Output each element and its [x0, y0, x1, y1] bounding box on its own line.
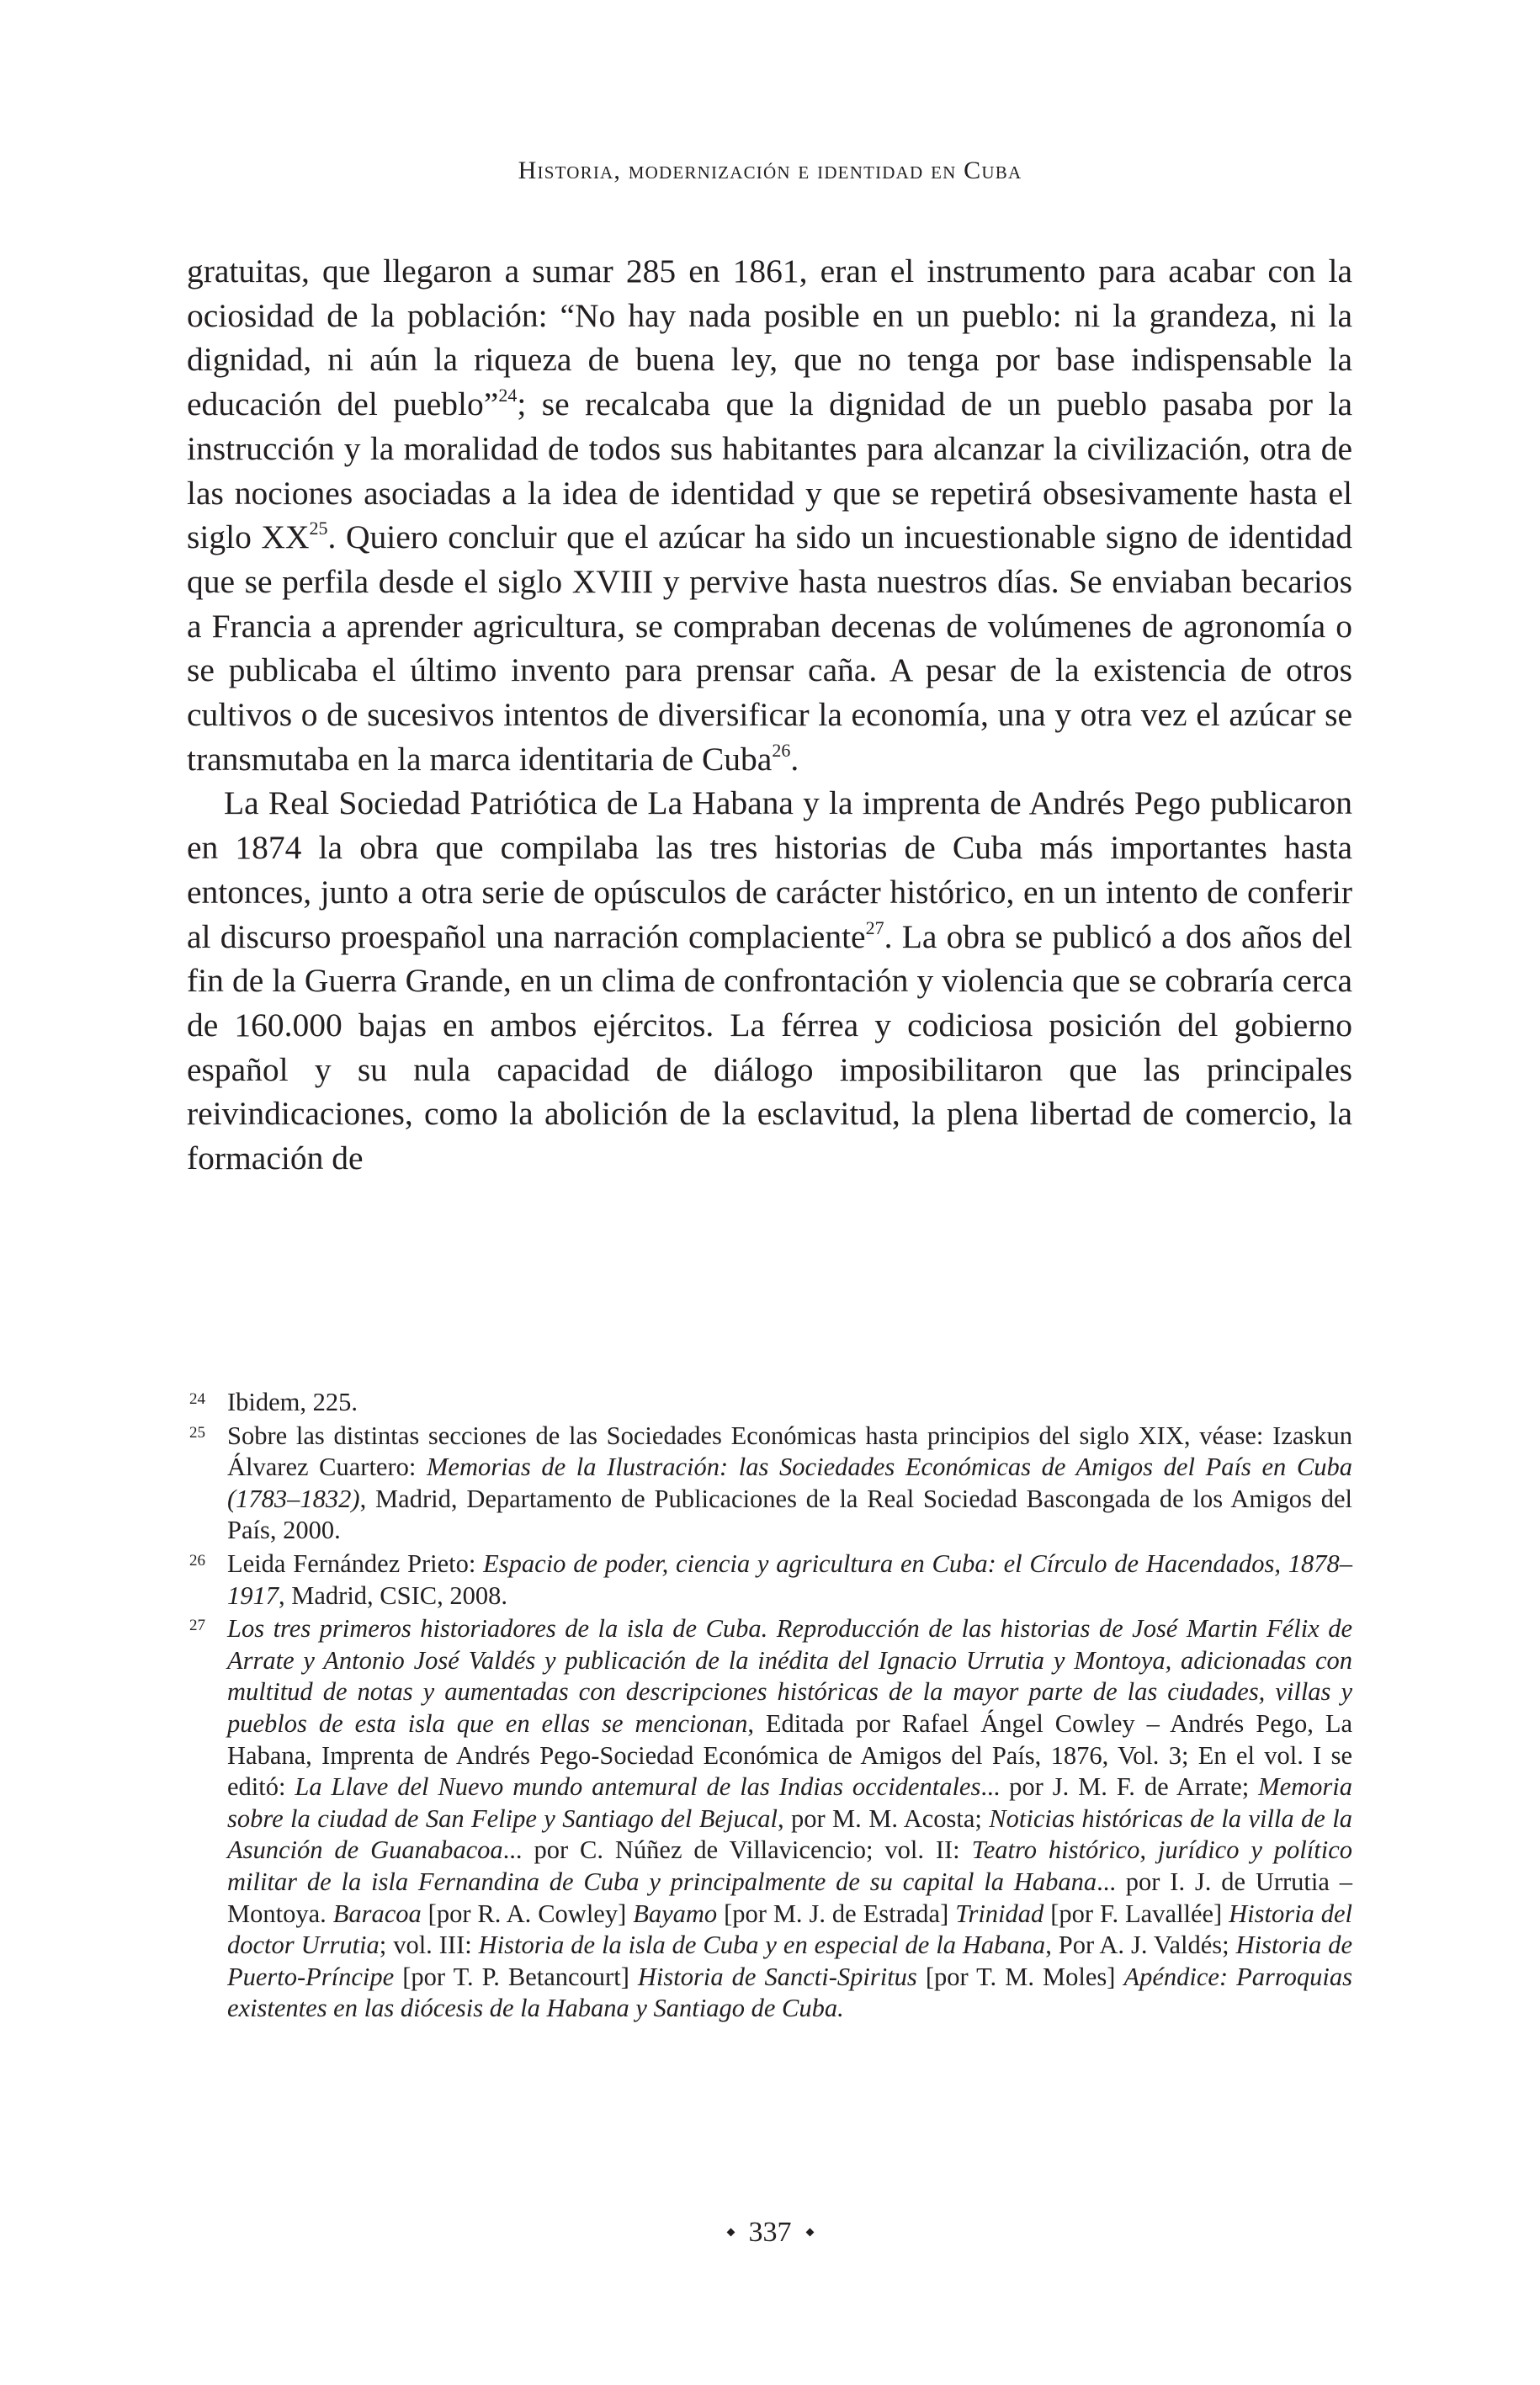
italic-title: Apéndice: Parroquias existentes en las diócesis de la Habana y Santiago de Cuba. — [227, 1962, 1352, 2023]
footnote-reference[interactable]: 26 — [772, 739, 791, 761]
running-head: Historia, modernización e identidad en Cuba — [518, 157, 1022, 184]
paragraph: La Real Sociedad Patriótica de La Habana y la imprenta de Andrés Pego publicaron en 1874 la obra que compilaba las tres historias de Cuba más importantes hasta entonces, junto a otra serie de opúsculos de carácter histórico, en un intento de conferir al discurso proespañol una narración complaciente$^{27}$. La obra se publicó a dos años del fin de la Guerra Grande, en un clima de confrontación y violencia que se cobraría cerca de 160.000 bajas en ambos ejércitos. La férrea y codiciosa posición del gobierno español y su nula capacidad de diálogo imposibilitaron que las principales reivindicaciones, como la abolición de la esclavitud, la plena libertad de comercio, la formación de — [187, 784, 1352, 1177]
footnote-number: 26 — [189, 1551, 205, 1570]
italic-title: Memoria sobre la ciudad de San Felipe y Santiago del Bejucal — [227, 1772, 1352, 1833]
italic-title: Espacio de poder, ciencia y agricultura en Cuba: el Círculo de Hacendados, 1878–1917 — [227, 1548, 1352, 1610]
footnote — [187, 1387, 1352, 1419]
italic-title: Trinidad — [955, 1899, 1044, 1928]
footnotes — [187, 1387, 1352, 2026]
footnote — [187, 1548, 1352, 1612]
page-number — [0, 2217, 1540, 2249]
italic-title: Noticias históricas de la villa de la Asunción de Guanabacoa — [227, 1803, 1352, 1865]
footnote-reference[interactable]: 24 — [498, 385, 518, 406]
italic-title: Historia de Puerto-Príncipe — [227, 1931, 1353, 1991]
italic-title: Historia de la isla de Cuba y en especial de la Habana — [478, 1931, 1046, 1960]
italic-title: La Llave del Nuevo mundo antemural de las Indias occidentales — [295, 1772, 981, 1802]
footnote-number: 27 — [189, 1617, 205, 1635]
italic-title: Baracoa — [332, 1899, 422, 1928]
italic-title: Bayamo — [633, 1899, 718, 1928]
footnote-text: Los tres primeros historiadores de la isla de Cuba. Reproducción de las historias de José Martin Félix de Arrate y Antonio José Valdés y publicación de la inédita del Ignacio Urrutia y Montoya, adicionadas con multitud de notas y aumentadas con descripciones históricas de la mayor parte de las ciudades, villas y pueblos de esta isla que en ellas se mencionan, Editada por Rafael Ángel Cowley – Andrés Pego, La Habana, Imprenta de Andrés Pego-Sociedad Económica de Amigos del País, 1876, Vol. 3; En el vol. I se editó: La Llave del Nuevo mundo antemural de las Indias occidentales... por J. M. F. de Arrate; Memoria sobre la ciudad de San Felipe y Santiago del Bejucal, por M. M. Acosta; Noticias históricas de la villa de la Asunción de Guanabacoa... por C. Núñez de Villavicencio; vol. II: Teatro histórico, jurídico y político militar de la isla Fernandina de Cuba y principalmente de su capital la Habana... por I. J. de Urrutia – Montoya. Baracoa [por R. A. Cowley] Bayamo [por M. J. de Estrada] Trinidad [por F. Lavallée] Historia del doctor Urrutia; vol. III: Historia de la isla de Cuba y en especial de la Habana, Por A. J. Valdés; Historia de Puerto-Príncipe [por T. P. Betancourt] Historia de Sancti-Spiritus [por T. M. Moles] Apéndice: Parroquias existentes en las diócesis de la Habana y Santiago de Cuba. — [227, 1614, 1353, 2023]
footnote-text: Sobre las distintas secciones de las Sociedades Económicas hasta principios del siglo XIX, véase: Izaskun Álvarez Cuartero: Memorias de la Ilustración: las Sociedades Económicas de Amigos del País en Cuba (1783–1832), Madrid, Departamento de Publicaciones de la Real Sociedad Bascongada de los Amigos del País, 2000. — [227, 1421, 1352, 1545]
footnote-reference[interactable]: 25 — [309, 518, 328, 539]
main-text — [187, 249, 1352, 1181]
paragraph: gratuitas, que llegaron a sumar 285 en 1861, eran el instrumento para acabar con la ociosidad de la población: “No hay nada posible en un pueblo: ni la grandeza, ni la dignidad, ni aún la riqueza de buena ley, que no tenga por base indispensable la educación del pueblo”$^{24}$; se recalcaba que la dignidad de un pueblo pasaba por la instrucción y la moralidad de todos sus habitantes para alcanzar la civilización, otra de las nociones asociadas a la idea de identidad y que se repetirá obsesivamente hasta el siglo XX$^{25}$. Quiero concluir que el azúcar ha sido un incuestionable signo de identidad que se perfila desde el siglo XVIII y pervive hasta nuestros días. Se enviaban becarios a Francia a aprender agricultura, se compraban decenas de volúmenes de agronomía o se publicaba el último invento para prensar caña. A pesar de la existencia de otros cultivos o de sucesivos intentos de diversificar la economía, una y otra vez el azúcar se transmutaba en la marca identitaria de Cuba$^{26}$. — [187, 252, 1352, 778]
footnote-reference[interactable]: 27 — [865, 916, 884, 938]
page-number-text: 337 — [748, 2217, 792, 2248]
diamond-bullet-icon — [726, 2228, 735, 2236]
italic-title: Los tres primeros historiadores de la isla de Cuba. Reproducción de las historias de José Martin Félix de Arrate y Antonio José Valdés y publicación de la inédita del Ignacio Urrutia y Montoya, adicionadas con multitud de notas y aumentadas con descripciones históricas de la mayor parte de las ciudades, villas y pueblos de esta isla que en ellas se mencionan — [227, 1614, 1352, 1738]
diamond-bullet-icon — [805, 2228, 814, 2236]
italic-title: Memorias de la Ilustración: las Sociedades Económicas de Amigos del País en Cuba (1783–1832) — [227, 1453, 1352, 1513]
italic-title: Historia de Sancti-Spiritus — [637, 1962, 917, 1991]
footnote — [187, 1613, 1352, 2025]
footnote-number: 24 — [189, 1390, 205, 1408]
footnote-text: Leida Fernández Prieto: Espacio de poder, ciencia y agricultura en Cuba: el Círculo de Hacendados, 1878–1917, Madrid, CSIC, 2008. — [227, 1548, 1352, 1610]
footnote-number: 25 — [189, 1423, 205, 1442]
italic-title: Historia del doctor Urrutia — [227, 1899, 1353, 1960]
footnote-text: Ibidem, 225. — [227, 1388, 358, 1416]
italic-title: Teatro histórico, jurídico y político militar de la isla Fernandina de Cuba y principalmente de su capital la Habana — [227, 1835, 1352, 1896]
footnote — [187, 1421, 1352, 1547]
